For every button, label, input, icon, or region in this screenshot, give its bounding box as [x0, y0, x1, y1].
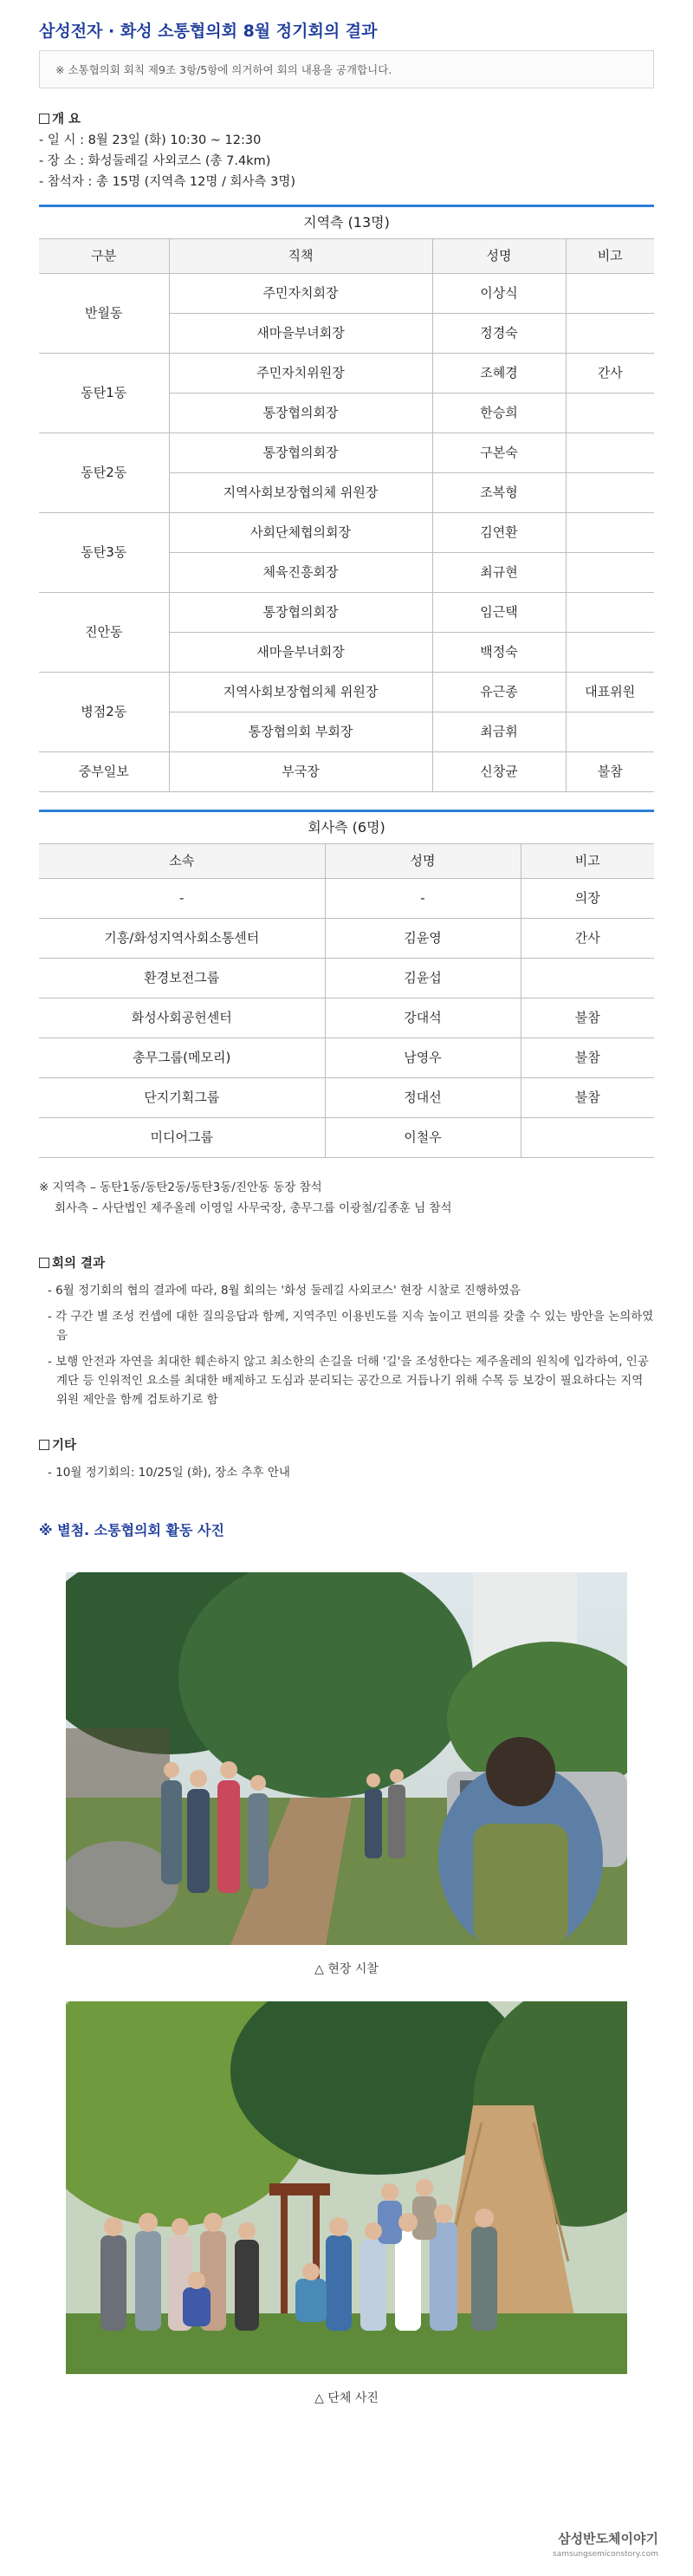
overview-line-date: - 일 시 : 8월 23일 (화) 10:30 ~ 12:30 [39, 133, 262, 147]
table-row [39, 999, 654, 1038]
col-header-remark: 비고 [521, 844, 654, 879]
col-header-remark: 비고 [566, 239, 654, 274]
page-title: 삼성전자 · 화성 소통협의회 8월 정기회의 결과 [39, 22, 378, 41]
col-header-affiliation: 소속 [39, 844, 325, 879]
cell-remark [566, 274, 654, 314]
table-row [39, 1078, 654, 1118]
cell-remark [566, 473, 654, 513]
cell-division: 동탄3동 [39, 513, 169, 593]
cell-remark: 의장 [521, 879, 654, 919]
col-header-position: 직책 [169, 239, 432, 274]
cell-name: 구본숙 [432, 433, 566, 473]
company-table-caption: 회사측 (6명) [39, 811, 654, 844]
table-row [39, 879, 654, 919]
cell-name: 강대석 [325, 999, 521, 1038]
cell-position: 주민자치회장 [169, 274, 432, 314]
cell-remark: 간사 [521, 919, 654, 959]
cell-name: 정대선 [325, 1078, 521, 1118]
cell-remark [566, 433, 654, 473]
cell-division: 반월동 [39, 274, 169, 354]
attendance-note [39, 1177, 654, 1219]
group-photo-image [66, 2001, 627, 2374]
table-row [39, 354, 654, 394]
table-row [39, 919, 654, 959]
photo-caption-site-inspection: △ 현장 시찰 [314, 1962, 379, 1976]
cell-name: 이철우 [325, 1118, 521, 1158]
cell-affiliation: 총무그룹(메모리) [39, 1038, 325, 1078]
table-row [39, 1038, 654, 1078]
cell-affiliation: 화성사회공헌센터 [39, 999, 325, 1038]
col-header-division: 구분 [39, 239, 169, 274]
table-row [39, 1118, 654, 1158]
cell-remark [566, 553, 654, 593]
cell-remark [521, 1118, 654, 1158]
region-table-body [39, 274, 654, 792]
cell-division: 진안동 [39, 593, 169, 673]
results-item: - 각 구간 별 조성 컨셉에 대한 질의응답과 함께, 지역주민 이용빈도를 지속 높이고 편의를 갖출 수 있는 방안을 논의하였음 [48, 1310, 654, 1343]
checkbox-icon [39, 114, 49, 124]
cell-remark [521, 959, 654, 999]
table-row [39, 673, 654, 712]
cell-remark [566, 712, 654, 752]
overview-line-attendees: - 참석자 : 총 15명 (지역측 12명 / 회사측 3명) [39, 175, 296, 189]
cell-division: 중부일보 [39, 752, 169, 792]
results-list [39, 1281, 654, 1409]
table-row [39, 274, 654, 314]
annex-title: ※ 별첨. 소통협의회 활동 사진 [39, 1522, 224, 1538]
cell-name: 조혜경 [432, 354, 566, 394]
etc-heading: 기타 [52, 1439, 77, 1453]
cell-remark [566, 394, 654, 433]
checkbox-icon [39, 1258, 49, 1268]
cell-position: 주민자치위원장 [169, 354, 432, 394]
cell-division: 동탄2동 [39, 433, 169, 513]
cell-position: 통장협의회장 [169, 394, 432, 433]
table-row [39, 752, 654, 792]
site-inspection-image [66, 1572, 627, 1945]
cell-position: 지역사회보장협의체 위원장 [169, 673, 432, 712]
cell-name: 김연환 [432, 513, 566, 553]
etc-section [39, 1435, 654, 1482]
results-item: - 6월 정기회의 협의 결과에 따라, 8월 회의는 '화성 둘레길 사외코스' 현장 시찰로 진행하였음 [48, 1284, 521, 1298]
cell-position: 통장협의회장 [169, 593, 432, 633]
disclosure-notice: ※ 소통협의회 회칙 제9조 3항/5항에 의거하여 회의 내용을 공개합니다. [39, 50, 654, 88]
photo-group [66, 2001, 627, 2374]
results-item: - 보행 안전과 자연을 최대한 훼손하지 않고 최소한의 손길을 더해 '길'을 조성한다는 제주올레의 원칙에 입각하여, 인공계단 등 인위적인 요소를 최대한 배제하고 도심과 분리되는 공간으로 거듭나기 위해 수목 등 보강이 필요하다는 지역위원 제안을 함께 검토하기로 함 [48, 1355, 649, 1407]
cell-position: 지역사회보장협의체 위원장 [169, 473, 432, 513]
cell-affiliation: 단지기획그룹 [39, 1078, 325, 1118]
cell-remark [566, 513, 654, 553]
cell-position: 사회단체협의회장 [169, 513, 432, 553]
region-table-caption: 지역측 (13명) [39, 206, 654, 239]
cell-name: 유근종 [432, 673, 566, 712]
cell-name: 이상식 [432, 274, 566, 314]
cell-remark: 불참 [521, 1038, 654, 1078]
results-section [39, 1253, 654, 1409]
photo-caption-group: △ 단체 사진 [314, 2391, 379, 2405]
cell-name: 임근택 [432, 593, 566, 633]
cell-remark: 불참 [566, 752, 654, 792]
overview-line-place: - 장 소 : 화성둘레길 사외코스 (총 7.4km) [39, 154, 271, 168]
cell-name: 김윤영 [325, 919, 521, 959]
table-row [39, 593, 654, 633]
etc-list [39, 1463, 654, 1482]
attendance-note-company: 회사측 – 사단법인 제주올레 이영일 사무국장, 총무그룹 이광철/김종훈 님 참석 [55, 1201, 452, 1215]
cell-name: 최규현 [432, 553, 566, 593]
cell-name: 백정숙 [432, 633, 566, 673]
cell-position: 통장협의회 부회장 [169, 712, 432, 752]
col-header-name: 성명 [325, 844, 521, 879]
cell-remark [566, 314, 654, 354]
cell-name: 신창균 [432, 752, 566, 792]
photo-site-inspection [66, 1572, 627, 1945]
cell-name: 최금휘 [432, 712, 566, 752]
cell-name: 남영우 [325, 1038, 521, 1078]
overview-heading: 개 요 [52, 113, 81, 127]
cell-affiliation: 미디어그룹 [39, 1118, 325, 1158]
company-table [39, 810, 654, 1158]
table-row [39, 433, 654, 473]
cell-position: 통장협의회장 [169, 433, 432, 473]
attendance-note-region: ※ 지역측 – 동탄1동/동탄2동/동탄3동/진안동 동장 참석 [39, 1181, 322, 1194]
cell-name: 김윤섭 [325, 959, 521, 999]
etc-item: - 10월 정기회의: 10/25일 (화), 장소 추후 안내 [48, 1466, 290, 1480]
results-heading: 회의 결과 [52, 1257, 106, 1271]
region-table [39, 205, 654, 792]
cell-remark: 간사 [566, 354, 654, 394]
cell-position: 부국장 [169, 752, 432, 792]
cell-division: 병점2동 [39, 673, 169, 752]
table-row [39, 959, 654, 999]
cell-position: 새마을부녀회장 [169, 314, 432, 354]
cell-position: 체육진흥회장 [169, 553, 432, 593]
col-header-name: 성명 [432, 239, 566, 274]
overview-section [39, 109, 654, 192]
company-table-body [39, 879, 654, 1158]
cell-affiliation: 환경보전그룹 [39, 959, 325, 999]
cell-remark [566, 633, 654, 673]
cell-remark [566, 593, 654, 633]
cell-name: 한승희 [432, 394, 566, 433]
cell-remark: 불참 [521, 1078, 654, 1118]
cell-name: 정경숙 [432, 314, 566, 354]
checkbox-icon [39, 1440, 49, 1450]
footer-brand-name: 삼성반도체이야기 [558, 2531, 658, 2547]
cell-name: - [325, 879, 521, 919]
cell-affiliation: 기흥/화성지역사회소통센터 [39, 919, 325, 959]
cell-position: 새마을부녀회장 [169, 633, 432, 673]
company-table-wrap [39, 810, 654, 1158]
region-table-wrap [39, 205, 654, 792]
cell-affiliation: - [39, 879, 325, 919]
cell-remark: 대표위원 [566, 673, 654, 712]
footer-brand-url: samsungsemiconstory.com [553, 2549, 658, 2559]
cell-name: 조복형 [432, 473, 566, 513]
cell-remark: 불참 [521, 999, 654, 1038]
cell-division: 동탄1동 [39, 354, 169, 433]
table-row [39, 513, 654, 553]
footer-brand [553, 2529, 658, 2560]
